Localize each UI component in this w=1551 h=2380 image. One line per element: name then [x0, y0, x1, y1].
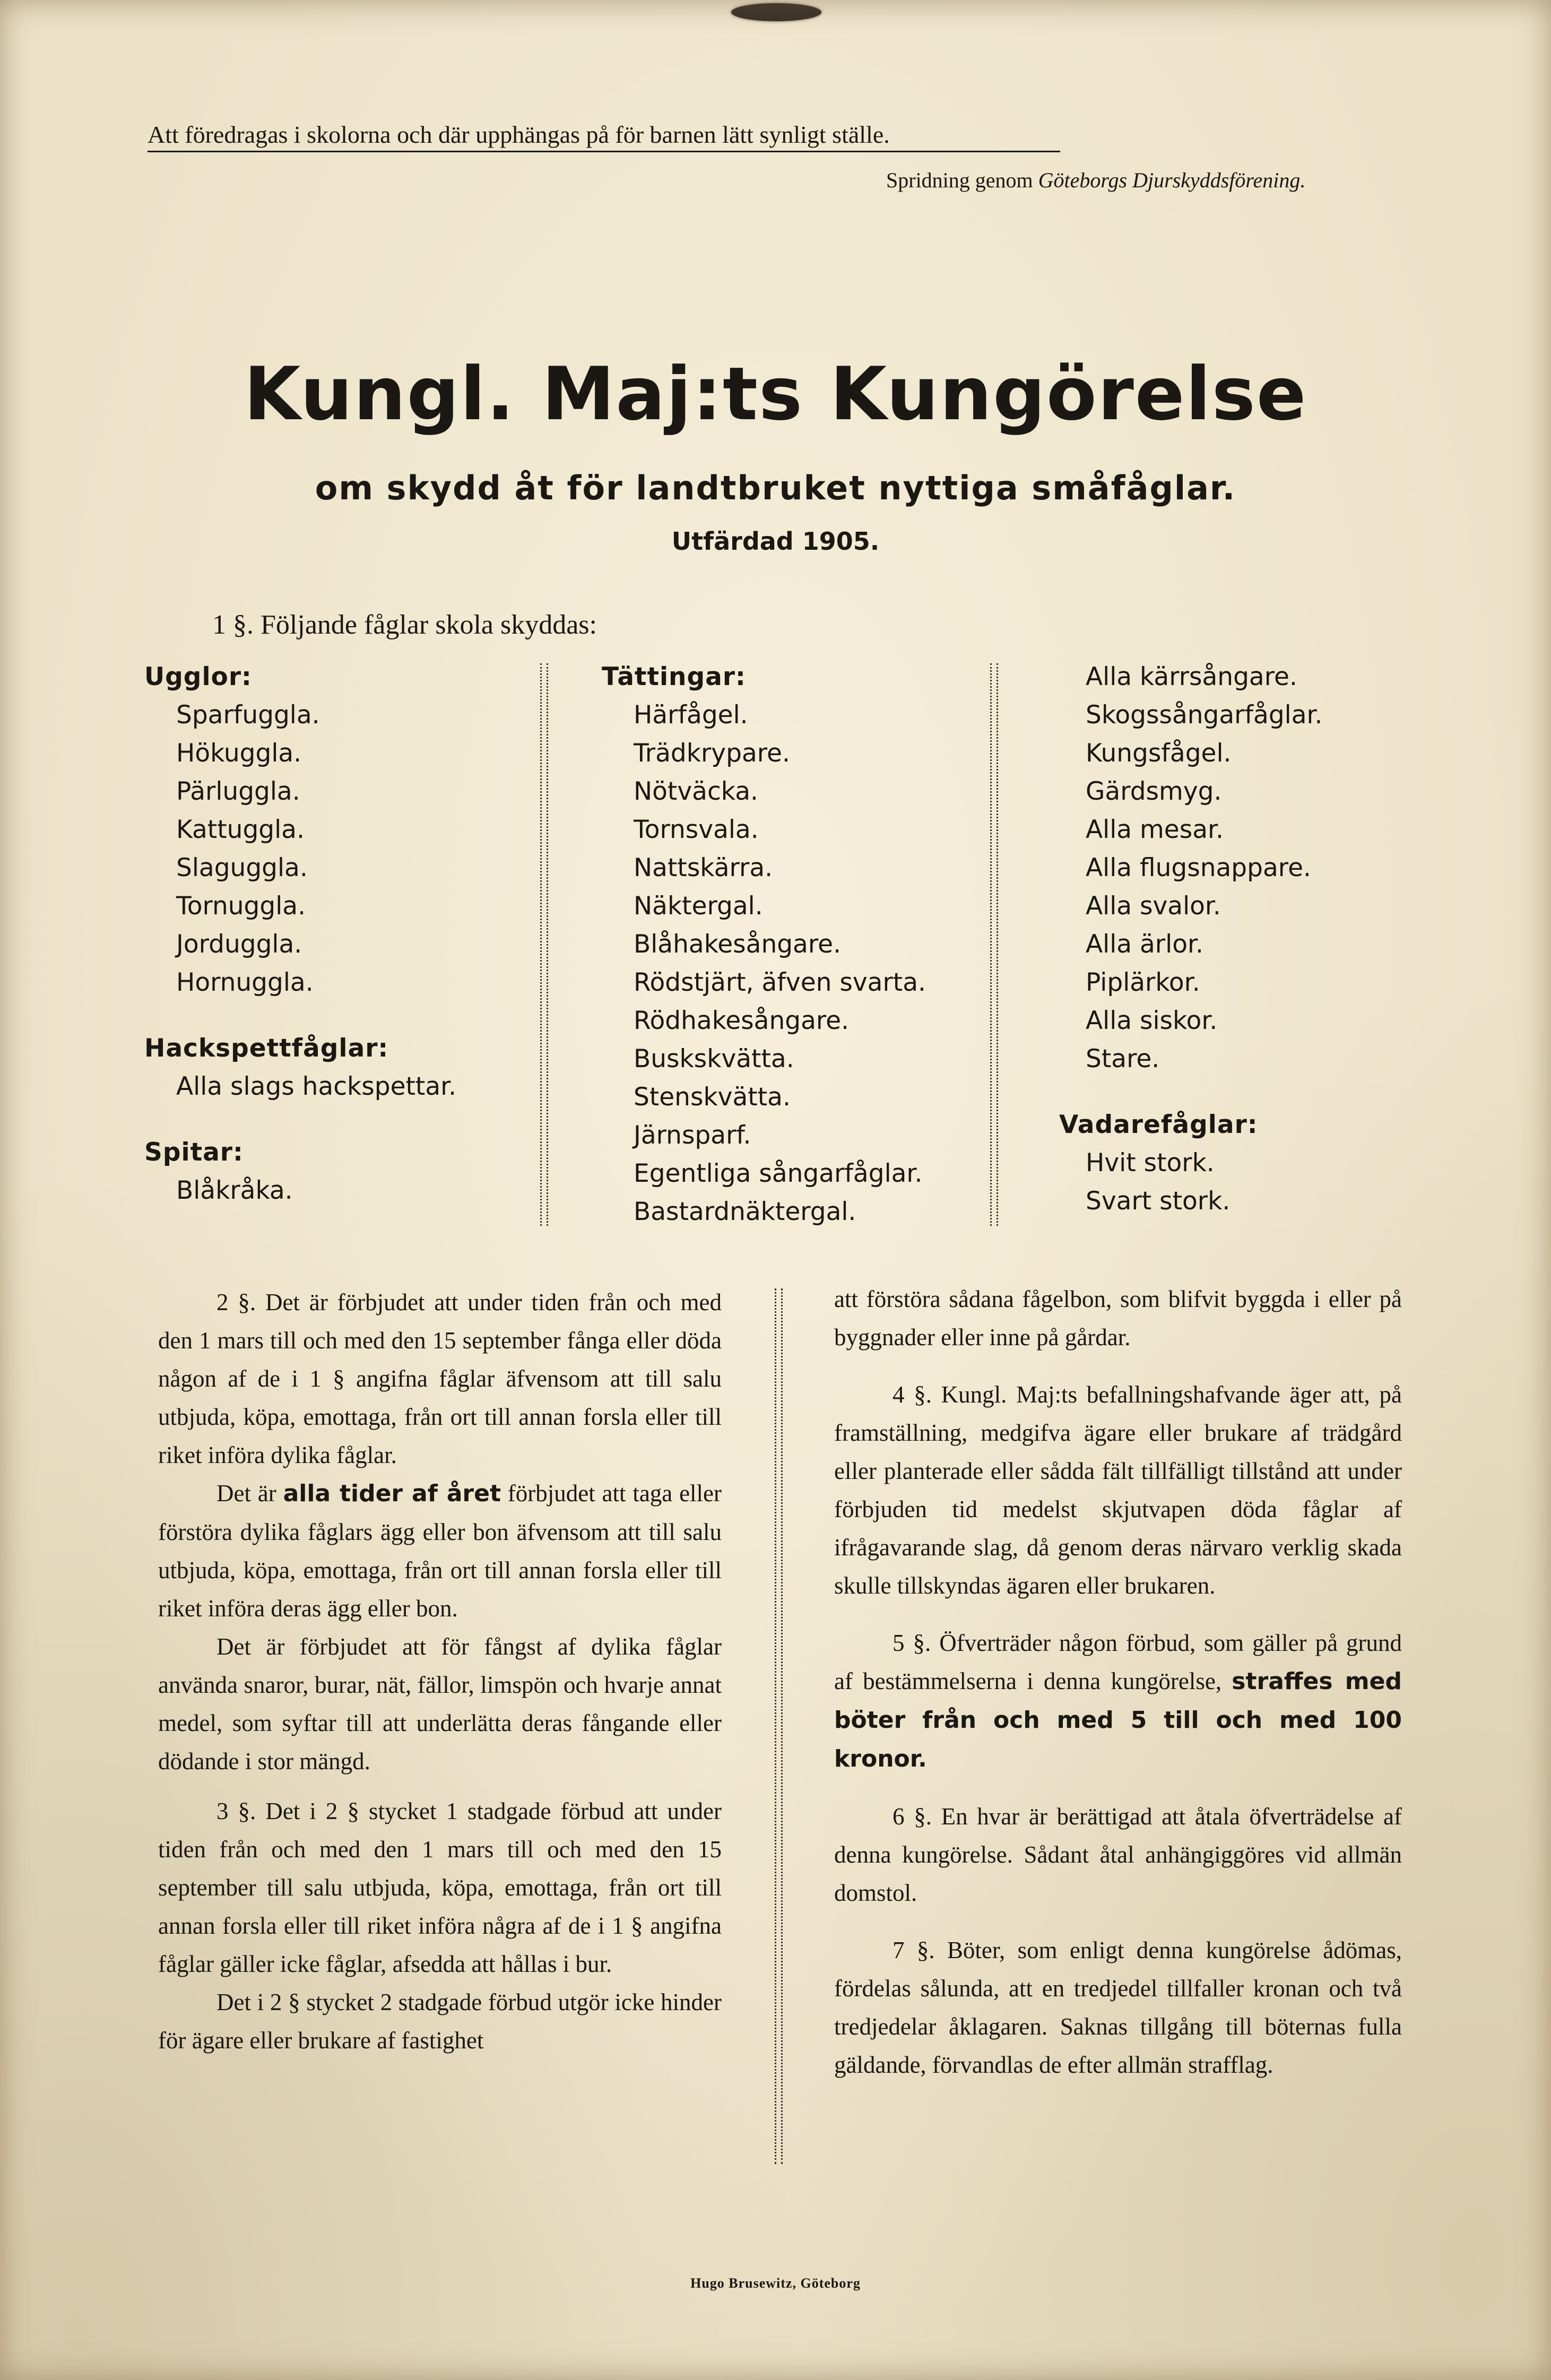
column-divider: [990, 663, 992, 1226]
list-item: Kattuggla.: [176, 815, 305, 844]
list-item: Nattskärra.: [634, 853, 773, 882]
group-heading-waders: Vadarefåglar:: [1059, 1110, 1258, 1139]
emphasis-all-times: alla tider af året: [283, 1480, 501, 1507]
paragraph-section-7: 7 §. Böter, som enligt denna kungörelse ådömas, fördelas sålunda, att en tredjedel tillfaller kronan och två tredjedelar åklagaren. Saknas tillgång till böternas fulla gäldande, förvandlas de efter allmän strafflag.: [834, 1937, 1402, 2078]
emphasis-penalty: straffes med böter från och med 5 till och med 100 kronor.: [834, 1668, 1402, 1772]
bird-list-column-3: [1059, 658, 1468, 1221]
list-item: Tornsvala.: [634, 815, 759, 844]
bird-list-column-1: [144, 658, 516, 1210]
list-item: Järnsparf.: [634, 1121, 751, 1150]
distribution-note: [886, 168, 1305, 193]
list-item: Bastardnäktergal.: [634, 1197, 856, 1226]
notice-title: Kungl. Maj:ts Kungörelse: [244, 351, 1307, 437]
list-item: Alla mesar.: [1086, 815, 1224, 844]
list-item: Blåhakesångare.: [634, 930, 842, 959]
group-heading-rollers: Spitar:: [144, 1138, 244, 1167]
section-1-heading: 1 §. Följande fåglar skola skyddas:: [212, 610, 597, 640]
list-item: Stare.: [1086, 1044, 1160, 1074]
distribution-prefix: Spridning genom: [886, 168, 1033, 192]
issue-date: Utfärdad 1905.: [671, 527, 880, 556]
list-item: Skogssångarfåglar.: [1086, 700, 1323, 730]
paragraph-section-3-nests: Det i 2 § stycket 2 stadgade förbud utgör icke hinder för ägare eller brukare af fastighet: [158, 1989, 722, 2054]
group-heading-passerines: Tättingar:: [602, 662, 746, 691]
column-divider: [547, 663, 548, 1226]
list-item: Alla flugsnappare.: [1086, 853, 1311, 882]
list-item: Alla siskor.: [1086, 1006, 1218, 1035]
list-item: Buskskvätta.: [634, 1044, 794, 1074]
distribution-organization: Göteborgs Djurskyddsförening.: [1038, 168, 1306, 192]
column-divider: [775, 1288, 776, 2164]
list-item: Härfågel.: [634, 700, 748, 730]
list-item: Alla kärrsångare.: [1086, 662, 1297, 691]
notice-subtitle: om skydd åt för landtbruket nyttiga småfåglar.: [315, 469, 1236, 507]
paragraph-section-2-traps: Det är förbjudet att för fångst af dylika fåglar använda snaror, burar, nät, fällor, limspön och hvarje annat medel, som syftar till att underlätta deras fångande eller dödande i stor mängd.: [158, 1633, 722, 1775]
paragraph-section-6: 6 §. En hvar är berättigad att åtala öfverträdelse af denna kungörelse. Sådant åtal anhängiggöres vid allmän domstol.: [834, 1803, 1402, 1906]
list-item: Hökuggla.: [176, 739, 302, 768]
list-item: Stenskvätta.: [634, 1083, 791, 1112]
list-item: Alla ärlor.: [1086, 930, 1203, 959]
list-item: Kungsfågel.: [1086, 739, 1232, 768]
list-item: Rödstjärt, äfven svarta.: [634, 968, 926, 997]
paragraph-section-3-continued: att förstöra sådana fågelbon, som blifvit byggda i eller på byggnader eller inne på gårdar.: [834, 1286, 1402, 1351]
paragraph-section-3: 3 §. Det i 2 § stycket 1 stadgade förbud att under tiden från och med den 1 mars till och med den 15 september till salu utbjuda, köpa, emottaga, från ort till annan forsla eller till riket införa några af de i 1 § angifna fåglar gäller icke fåglar, afsedda att hållas i bur.: [158, 1798, 722, 1977]
list-item: Piplärkor.: [1086, 968, 1200, 997]
list-item: Jorduggla.: [176, 930, 302, 959]
group-heading-owls: Ugglor:: [144, 662, 252, 691]
body-left-column: [158, 1283, 722, 2059]
list-item: Tornuggla.: [176, 892, 306, 921]
paragraph-section-2: 2 §. Det är förbjudet att under tiden från och med den 1 mars till och med den 15 september fånga eller döda någon af de i 1 § angifna fåglar äfvensom att till salu utbjuda, köpa, emottaga, från ort till annan forsla eller till riket införa dylika fåglar.: [158, 1289, 722, 1468]
list-item: Gärdsmyg.: [1086, 777, 1222, 806]
column-divider: [997, 663, 998, 1226]
list-item: Hvit stork.: [1086, 1148, 1215, 1178]
paragraph-section-2-eggs: Det är alla tider af året förbjudet att taga eller förstöra dylika fåglars ägg eller bon äfvensom att till salu utbjuda, köpa, emottaga, från ort till annan forsla eller till riket införa deras ägg eller bon.: [158, 1480, 722, 1622]
column-divider: [540, 663, 542, 1226]
list-item: Näktergal.: [634, 892, 763, 921]
group-heading-woodpeckers: Hackspettfåglar:: [144, 1034, 389, 1063]
list-item: Nötväcka.: [634, 777, 758, 806]
list-item: Svart stork.: [1086, 1187, 1231, 1216]
list-item: Slaguggla.: [176, 853, 308, 882]
list-item: Hornuggla.: [176, 968, 314, 997]
list-item: Alla slags hackspettar.: [176, 1072, 457, 1101]
bird-list-column-2: [602, 658, 1005, 1231]
list-item: Sparfuggla.: [176, 700, 320, 730]
list-item: Alla svalor.: [1086, 892, 1221, 921]
column-divider: [781, 1288, 783, 2164]
paragraph-section-5: 5 §. Öfverträder någon förbud, som gäller på grund af bestämmelserna i denna kungörelse, straffes med böter från och med 5 till och med 100 kronor.: [834, 1630, 1402, 1772]
list-item: Trädkrypare.: [634, 739, 790, 768]
printer-credit: Hugo Brusewitz, Göteborg: [690, 2275, 861, 2291]
body-right-column: [834, 1280, 1402, 2084]
paragraph-section-4: 4 §. Kungl. Maj:ts befallningshafvande äger att, på framställning, medgifva ägare eller brukare af trädgård eller planterade eller sådda fält tillfälligt tillstånd att under förbjuden tid medelst skjutvapen döda fåglar af ifrågavarande slag, då genom deras närvaro verklig skada skulle tillskyndas ägaren eller brukaren.: [834, 1381, 1402, 1599]
list-item: Egentliga sångarfåglar.: [634, 1159, 923, 1188]
display-instruction: Att föredragas i skolorna och där upphängas på för barnen lätt synligt ställe.: [148, 120, 1060, 152]
list-item: Pärluggla.: [176, 777, 300, 806]
list-item: Blåkråka.: [176, 1176, 293, 1205]
list-item: Rödhakesångare.: [634, 1006, 850, 1035]
hanging-hole: [731, 3, 821, 21]
